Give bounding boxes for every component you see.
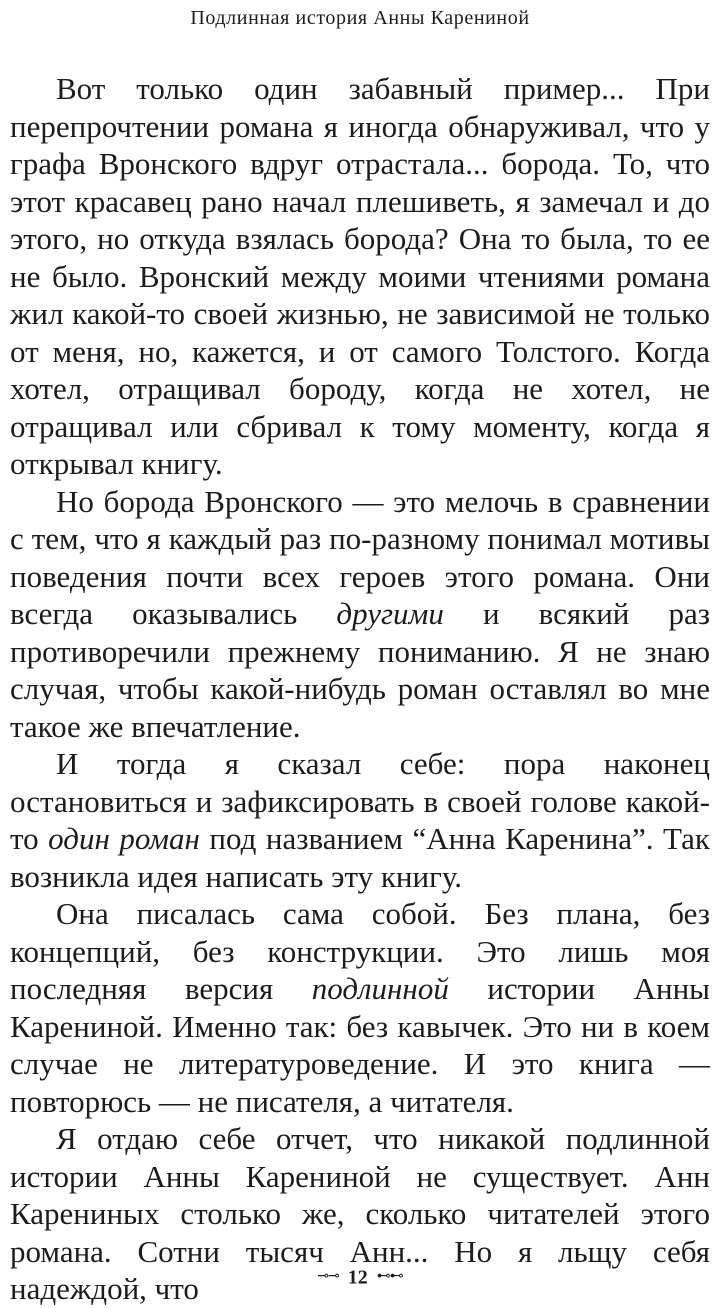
paragraph-2-emphasis: другими bbox=[336, 596, 444, 631]
page-footer bbox=[0, 1264, 720, 1289]
paragraph-4-text-b: истории Анны Карениной. Именно так: без кавычек. Это ни в коем случае не литературоведение. И это книга — повторюсь — не писателя, а читателя. bbox=[10, 971, 710, 1119]
paragraph-1-text: Вот только один забавный пример... При перепрочтении романа я иногда обнаруживал, что у графа Вронского вдруг отрастала... борода. То, что этот красавец рано начал плешиветь, я замечал и до этого, но откуда взялась борода? Она то была, то ее не было. Вронский между моими чтениями романа жил какой-то своей жизнью, не зависимой не только от меня, но, кажется, и от самого Толстого. Когда хотел, отращивал бороду, когда не хотел, не отращивал или сбривал к тому моменту, когда я открывал книгу. bbox=[10, 71, 710, 481]
running-title: Подлинная история Анны Карениной bbox=[190, 7, 530, 29]
paragraph-3-emphasis: один роман bbox=[48, 821, 200, 856]
paragraph-3 bbox=[10, 745, 710, 895]
ornament-left-icon: ⊸⊸ bbox=[317, 1269, 339, 1285]
paragraph-4 bbox=[10, 895, 710, 1120]
paragraph-4-emphasis: подлинной bbox=[311, 971, 449, 1006]
paragraph-1 bbox=[10, 70, 710, 483]
paragraph-4-text-a: Она писалась сама собой. Без плана, без концепций, без конструкции. Это лишь моя последняя версия bbox=[10, 896, 710, 1006]
paragraph-2-text-a: Но борода Вронского — это мелочь в сравнении с тем, что я каждый раз по-разному понимал мотивы поведения почти всех героев этого романа. Они всегда оказывались bbox=[10, 483, 710, 631]
page-number: 12 bbox=[347, 1266, 368, 1289]
paragraph-2-text-b: и всякий раз противоречили прежнему пониманию. Я не знаю случая, чтобы какой-нибудь роман оставлял во мне такое же впечатление. bbox=[10, 596, 710, 744]
paragraph-5-text: Я отдаю себе отчет, что никакой подлинной истории Анны Карениной не существует. Анн Карениных столько же, сколько читателей этого романа. Сотни тысяч Анн... Но я льщу себя надеждой, что bbox=[10, 1121, 710, 1306]
ornament-right-icon: ⊷⊷ bbox=[376, 1269, 403, 1285]
paragraph-3-text-b: под названием “Анна Каренина”. Так возникла идея написать эту книгу. bbox=[10, 821, 710, 894]
body-text bbox=[10, 70, 710, 1308]
paragraph-3-text-a: И тогда я сказал себе: пора наконец остановиться и зафиксировать в своей голове какой-то bbox=[10, 746, 710, 856]
paragraph-2 bbox=[10, 483, 710, 746]
